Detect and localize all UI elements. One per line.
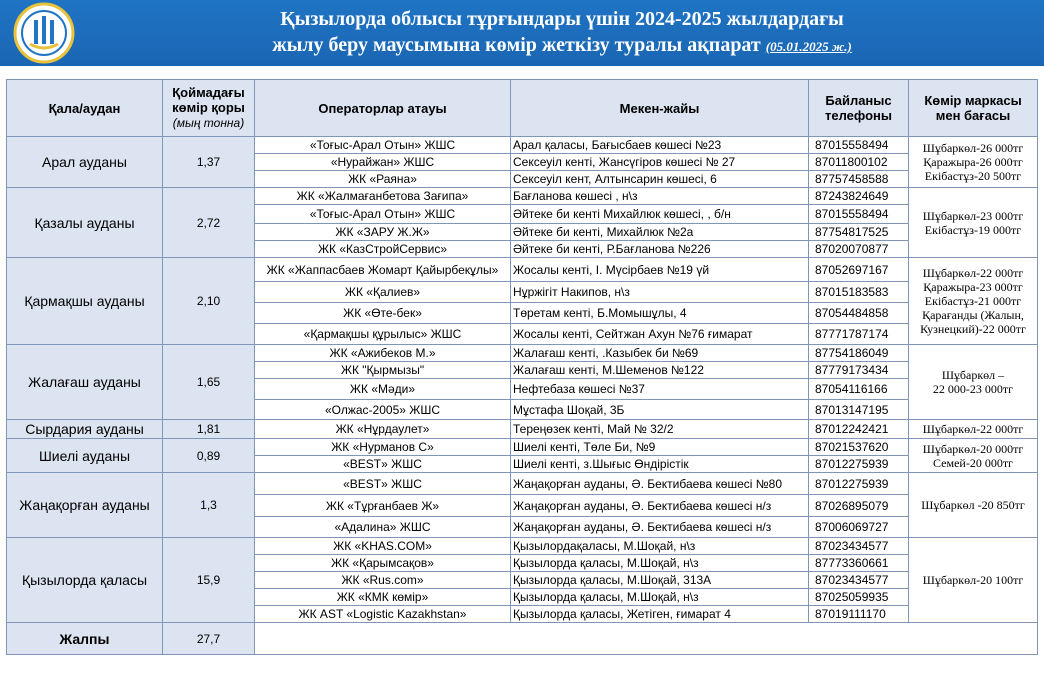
operator-name: ЖК AST «Logistic Kazakhstan» — [255, 606, 511, 623]
phone-number: 87011800102 — [809, 154, 909, 171]
phone-number: 87771787174 — [809, 324, 909, 345]
address: Төретам кенті, Б.Момышұлы, 4 — [511, 303, 809, 324]
address: Жосалы кенті, І. Мүсірбаев №19 үй — [511, 258, 809, 282]
operator-name: ЖК «Өте-бек» — [255, 303, 511, 324]
address: Жалағаш кенті, .Казыбек би №69 — [511, 345, 809, 362]
table-row — [7, 258, 1038, 282]
coal-stock: 1,3 — [163, 473, 255, 538]
phone-number: 87052697167 — [809, 258, 909, 282]
phone-number: 87015558494 — [809, 205, 909, 224]
phone-number: 87754186049 — [809, 345, 909, 362]
phone-number: 87243824649 — [809, 188, 909, 205]
coal-brand-price — [909, 473, 1038, 538]
coal-stock: 1,37 — [163, 137, 255, 188]
address: Шиелі кенті, з.Шығыс Өндірістік — [511, 456, 809, 473]
col-header-region: Қала/аудан — [7, 80, 163, 137]
phone-number: 87023434577 — [809, 572, 909, 589]
operator-name: «BEST» ЖШС — [255, 456, 511, 473]
operator-name: ЖК «Тұрғанбаев Ж» — [255, 495, 511, 517]
coal-brand-price — [909, 258, 1038, 345]
coal-brand-line: Шұбаркөл-20 100тг — [922, 573, 1024, 587]
region-name: Арал ауданы — [7, 137, 163, 188]
operator-name: «BEST» ЖШС — [255, 473, 511, 495]
address: Әйтеке би кенті, Р.Бағланова №226 — [511, 241, 809, 258]
address: Жаңақорған ауданы, Ә. Бектибаева көшесі н/з — [511, 517, 809, 538]
operator-name: ЖК «ЗАРУ Ж.Ж» — [255, 224, 511, 241]
table-header-row — [7, 80, 1038, 137]
table-row — [7, 420, 1038, 439]
address: Жаңақорған ауданы, Ә. Бектибаева көшесі н/з — [511, 495, 809, 517]
operator-name: ЖК «КМК көмір» — [255, 589, 511, 606]
table-row — [7, 439, 1038, 456]
operator-name: «Нурайжан» ЖШС — [255, 154, 511, 171]
phone-number: 87026895079 — [809, 495, 909, 517]
report-date: (05.01.2025 ж.) — [765, 39, 852, 54]
coal-brand-line: Екібастұз-20 500тг — [924, 169, 1022, 183]
address: Нефтебаза көшесі №37 — [511, 379, 809, 400]
total-empty-cell — [255, 623, 1038, 655]
address: Қызылорда қаласы, М.Шоқай, н\з — [511, 555, 809, 572]
page-title — [100, 6, 1024, 60]
phone-number: 87012275939 — [809, 473, 909, 495]
coal-stock: 1,65 — [163, 345, 255, 420]
operator-name: ЖК «Ажибеков М.» — [255, 345, 511, 362]
phone-number: 87015183583 — [809, 282, 909, 303]
coal-brand-line: Шұбаркөл -20 850тг — [921, 498, 1025, 512]
address: Бағланова көшесі , н\з — [511, 188, 809, 205]
address: Қызылордақаласы, М.Шоқай, н\з — [511, 538, 809, 555]
operator-name: «Тоғыс-Арал Отын» ЖШС — [255, 205, 511, 224]
table-row — [7, 345, 1038, 362]
region-name: Қазалы ауданы — [7, 188, 163, 258]
coal-brand-line: Шұбаркөл-22 000тг — [922, 422, 1024, 436]
total-label: Жалпы — [7, 623, 163, 655]
address: Жалағаш кенті, М.Шеменов №122 — [511, 362, 809, 379]
address: Тереңөзек кенті, Май № 32/2 — [511, 420, 809, 439]
table-body — [7, 137, 1038, 655]
coal-stock: 2,72 — [163, 188, 255, 258]
coal-brand-line: Семей-20 000тг — [933, 455, 1013, 470]
title-line-2: жылу беру маусымына көмір жеткізу туралы ақпарат — [272, 34, 761, 56]
phone-number: 87020070877 — [809, 241, 909, 258]
coal-brand-line: Шұбаркөл – — [941, 368, 1005, 382]
operator-name: ЖК «Мәди» — [255, 379, 511, 400]
coal-brand-line: Екібастұз-21 000тг — [924, 294, 1022, 308]
coal-brand-price — [909, 538, 1038, 623]
coal-stock: 15,9 — [163, 538, 255, 623]
address: Әйтеке би кенті Михайлюк көшесі, , б/н — [511, 205, 809, 224]
coal-brand-price — [909, 188, 1038, 258]
table-row — [7, 188, 1038, 205]
region-name: Қызылорда қаласы — [7, 538, 163, 623]
phone-number: 87006069727 — [809, 517, 909, 538]
coal-brand-line: Қаражыра-23 000тг — [923, 280, 1023, 294]
total-value: 27,7 — [163, 623, 255, 655]
coal-stock: 2,10 — [163, 258, 255, 345]
coal-brand-price — [909, 137, 1038, 188]
operator-name: ЖК «КазСтройСервис» — [255, 241, 511, 258]
region-name: Сырдария ауданы — [7, 420, 163, 439]
phone-number: 87773360661 — [809, 555, 909, 572]
address: Мұстафа Шоқай, 3Б — [511, 400, 809, 420]
address: Сексеуіл кент, Алтынсарин көшесі, 6 — [511, 171, 809, 188]
coal-brand-line: Шұбаркөл-20 000тг — [922, 441, 1024, 456]
address: Сексеуіл кенті, Жансүгіров көшесі № 27 — [511, 154, 809, 171]
coal-stock: 1,81 — [163, 420, 255, 439]
phone-number: 87025059935 — [809, 589, 909, 606]
phone-number: 87015558494 — [809, 137, 909, 154]
col-header-operator: Операторлар атауы — [255, 80, 511, 137]
coal-brand-line: Шұбаркөл-23 000тг — [922, 208, 1024, 223]
header-banner — [0, 0, 1044, 66]
phone-number: 87054484858 — [809, 303, 909, 324]
col-header-phone: Байланыс телефоны — [809, 80, 909, 137]
phone-number: 87757458588 — [809, 171, 909, 188]
phone-number: 87754817525 — [809, 224, 909, 241]
phone-number: 87021537620 — [809, 439, 909, 456]
coal-brand-line: Қарағанды (Жалын, Кузнецкий)-22 000тг — [920, 308, 1026, 336]
address: Жосалы кенті, Сейтжан Ахун №76 ғимарат — [511, 324, 809, 345]
operator-name: ЖК «Нұрдаулет» — [255, 420, 511, 439]
table-row — [7, 473, 1038, 495]
phone-number: 87012275939 — [809, 456, 909, 473]
coal-brand-line: Қаражыра-26 000тг — [923, 155, 1023, 169]
phone-number: 87019111170 — [809, 606, 909, 623]
coal-brand-line: Шұбаркөл-22 000тг — [922, 266, 1024, 280]
col-header-coal: Көмір маркасы мен бағасы — [909, 80, 1038, 137]
operator-name: ЖК «Қарымсақов» — [255, 555, 511, 572]
address: Қызылорда қаласы, М.Шоқай, 313А — [511, 572, 809, 589]
region-name: Шиелі ауданы — [7, 439, 163, 473]
table-row — [7, 137, 1038, 154]
operator-name: «Олжас-2005» ЖШС — [255, 400, 511, 420]
phone-number: 87054116166 — [809, 379, 909, 400]
col-header-stock: Қоймадағы көмір қоры (мың тонна) — [163, 80, 255, 137]
operator-name: «Адалина» ЖШС — [255, 517, 511, 538]
address: Қызылорда қаласы, Жетіген, ғимарат 4 — [511, 606, 809, 623]
operator-name: «Тоғыс-Арал Отын» ЖШС — [255, 137, 511, 154]
col-header-address: Мекен-жайы — [511, 80, 809, 137]
coal-brand-price — [909, 420, 1038, 439]
address: Әйтеке би кенті, Михайлюк №2а — [511, 224, 809, 241]
table-row — [7, 538, 1038, 555]
address: Нұржігіт Накипов, н\з — [511, 282, 809, 303]
coal-supply-table — [6, 79, 1038, 655]
operator-name: ЖК «KHAS.COM» — [255, 538, 511, 555]
operator-name: ЖК «Rus.com» — [255, 572, 511, 589]
region-name: Қармақшы ауданы — [7, 258, 163, 345]
phone-number: 87012242421 — [809, 420, 909, 439]
coal-brand-line: Екібастұз-19 000тг — [924, 222, 1022, 237]
region-name: Жаңақорған ауданы — [7, 473, 163, 538]
coal-brand-line: Шұбаркөл-26 000тг — [922, 141, 1024, 155]
total-row — [7, 623, 1038, 655]
coal-brand-price — [909, 439, 1038, 473]
operator-name: ЖК «Жаппасбаев Жомарт Қайырбекұлы» — [255, 258, 511, 282]
title-line-1: Қызылорда облысы тұрғындары үшін 2024-2025 жылдардағы — [280, 8, 844, 30]
coal-stock: 0,89 — [163, 439, 255, 473]
operator-name: ЖК "Қырмызы" — [255, 362, 511, 379]
operator-name: ЖК «Жалмағанбетова Зағипа» — [255, 188, 511, 205]
operator-name: ЖК «Нурманов С» — [255, 439, 511, 456]
operator-name: ЖК «Раяна» — [255, 171, 511, 188]
address: Шиелі кенті, Төле Би, №9 — [511, 439, 809, 456]
regional-emblem-icon — [4, 2, 84, 64]
phone-number: 87779173434 — [809, 362, 909, 379]
operator-name: «Қармақшы құрылыс» ЖШС — [255, 324, 511, 345]
phone-number: 87023434577 — [809, 538, 909, 555]
region-name: Жалағаш ауданы — [7, 345, 163, 420]
address: Арал қаласы, Бағысбаев көшесі №23 — [511, 137, 809, 154]
coal-brand-line: 22 000-23 000тг — [932, 382, 1014, 396]
operator-name: ЖК «Қалиев» — [255, 282, 511, 303]
phone-number: 87013147195 — [809, 400, 909, 420]
coal-brand-price — [909, 345, 1038, 420]
address: Жаңақорған ауданы, Ә. Бектибаева көшесі №80 — [511, 473, 809, 495]
address: Қызылорда қаласы, М.Шоқай, н\з — [511, 589, 809, 606]
